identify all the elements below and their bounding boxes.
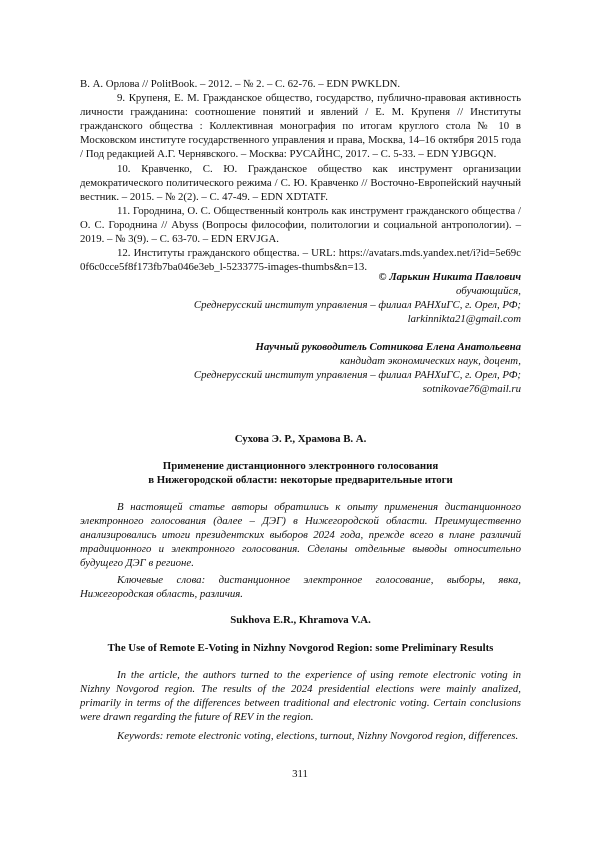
author-email: larkinnikta21@gmail.com [407,313,521,326]
reference-item: 9. Крупеня, Е. М. Гражданское общество, государство, публично-правовая активность личности гражданина: соотношение понятий и явлений / Е. М. Крупеня // Институты гражданского общества : Коллективная монография по итогам круглого стола № 10 в Московском институте государственного управления и права, Москва, 14–16 октября 2015 года / Под редакцией А.Г. Чернявского. – Москва: РУСАЙНС, 2017. – С. 5-33. – EDN YJBGQN. [80,92,521,161]
page-number: 311 [292,768,308,780]
reference-item: 10. Кравченко, С. Ю. Гражданское общество как инструмент организации демократического политического режима / С. Ю. Кравченко // Восточно-Европейский научный вестник. – 2015. – № 2(2). – С. 47-49. – EDN XDTATF. [80,162,521,203]
en-keywords-text: Keywords: remote electronic voting, elections, turnout, Nizhny Novgorod region, differences. [117,730,519,742]
supervisor-role: кандидат экономических наук, доцент, [339,355,521,368]
author-affiliation: Среднерусский институт управления – филиал РАНХиГС, г. Орел, РФ; [193,299,521,312]
supervisor-info [80,340,521,396]
en-abstract [80,668,521,724]
reference-list [80,77,521,274]
ru-title-line: в Нижегородской области: некоторые предварительные итоги [148,474,453,487]
ru-abstract-text: В настоящей статье авторы обратились к опыту применения дистанционного электронного голосования (далее – ДЭГ) в Нижегородской области. Преимущественно анализировались итоги президентских выборов 2024 года, прежде всего в плане различий традиционного и электронного голосования. Сделаны отдельные выводы относительно будущего ДЭГ в регионе. [80,501,521,570]
author-role: обучающийся, [456,285,521,298]
ru-title-line: Применение дистанционного электронного голосования [162,460,439,472]
en-title: The Use of Remote E-Voting in Nizhny Novgorod Region: some Preliminary Results [107,642,494,654]
supervisor-email: sotnikovae76@mail.ru [422,383,521,396]
ru-title [80,459,521,487]
ru-authors: Сухова Э. Р., Храмова В. А. [234,433,367,445]
supervisor-affiliation: Среднерусский институт управления – филиал РАНХиГС, г. Орел, РФ; [193,369,521,382]
reference-item: 11. Городнина, О. С. Общественный контроль как инструмент гражданского общества / О. С. Городнина // Abyss (Вопросы философии, политологии и социальной антропологии). – 2019. – № 3(9). – С. 63-70. – EDN ERVJGA. [80,204,521,246]
ru-abstract [80,500,521,570]
reference-item: 12. Институты гражданского общества. – URL: https://avatars.mds.yandex.net/i?id=5e69c0f6c0cce5f8f173fb7ba046e3eb_l-5233775-images-thumbs&n=13. [80,247,521,274]
en-authors: Sukhova E.R., Khramova V.A. [230,614,371,626]
en-keywords [80,729,521,743]
author-info [80,270,521,326]
ru-keywords-text: Ключевые слова: дистанционное электронное голосование, выборы, явка, Нижегородская область, различия. [80,574,521,601]
en-abstract-text: In the article, the authors turned to the experience of using remote electronic voting in Nizhny Novgorod region. The results of the 2024 presidential elections were mainly analized, primarily in terms of the differences between traditional and electronic voting. Certain conclusions were drawn regarding the future of REV in the region. [80,669,521,724]
reference-item: В. А. Орлова // PolitBook. – 2012. – № 2. – С. 62-76. – EDN PWKLDN. [80,78,401,90]
ru-keywords [80,573,521,601]
author-name: © Ларькин Никита Павлович [378,271,521,283]
supervisor-name: Научный руководитель Сотникова Елена Анатольевна [255,341,521,353]
